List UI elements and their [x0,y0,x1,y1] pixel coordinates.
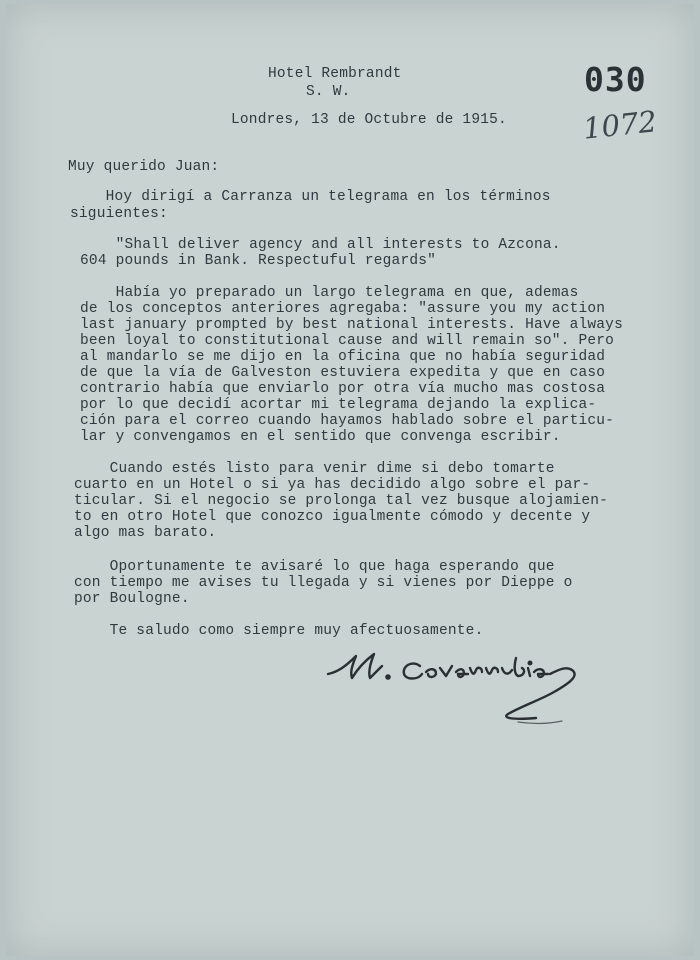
body-line: de los conceptos anteriores agregaba: "assure you my action [80,301,606,317]
handwritten-number: 1072 [581,104,659,146]
signature-scrawl [322,644,592,734]
salutation: Muy querido Juan: [68,159,220,175]
body-line: 604 pounds in Bank. Respectuful regards" [80,253,437,269]
body-line: cuarto en un Hotel o si ya has decidido algo sobre el par- [74,477,591,493]
body-line: de que la vía de Galveston estuviera expedita y que en caso [80,365,606,381]
body-line: Oportunamente te avisaré lo que haga esperando que [74,559,555,575]
body-line: lar y convengamos en el sentido que convenga escribir. [80,429,561,445]
body-line: ticular. Si el negocio se prolonga tal vez busque alojamien- [74,493,609,509]
body-line: been loyal to constitutional cause and will remain so". Pero [80,333,615,349]
body-line: al mandarlo se me dijo en la oficina que no había seguridad [80,349,606,365]
letterhead-hotel: Hotel Rembrandt [268,66,402,82]
body-line: "Shall deliver agency and all interests to Azcona. [80,237,561,253]
body-line: algo mas barato. [74,525,217,541]
body-line: to en otro Hotel que conozco igualmente cómodo y decente y [74,509,591,525]
closing-line: Te saludo como siempre muy afectuosamente. [74,623,484,639]
body-line: con tiempo me avises tu llegada y si vienes por Dieppe o [74,575,573,591]
body-line: last january prompted by best national interests. Have always [80,317,623,333]
body-line: siguientes: [70,206,168,222]
archive-stamp-number: 030 [584,60,647,99]
body-line: Cuando estés listo para venir dime si debo tomarte [74,461,555,477]
letterhead-district: S. W. [306,84,351,100]
body-line: por lo que decidí acortar mi telegrama dejando la explica- [80,397,597,413]
signature [322,644,592,739]
body-line: Había yo preparado un largo telegrama en que, ademas [80,285,579,301]
body-line: Hoy dirigí a Carranza un telegrama en los términos [70,189,551,205]
body-line: por Boulogne. [74,591,190,607]
body-line: contrario había que enviarlo por otra vía mucho mas costosa [80,381,606,397]
letter-page [6,4,694,956]
body-line: ción para el correo cuando hayamos hablado sobre el particu- [80,413,615,429]
place-date: Londres, 13 de Octubre de 1915. [231,112,507,128]
